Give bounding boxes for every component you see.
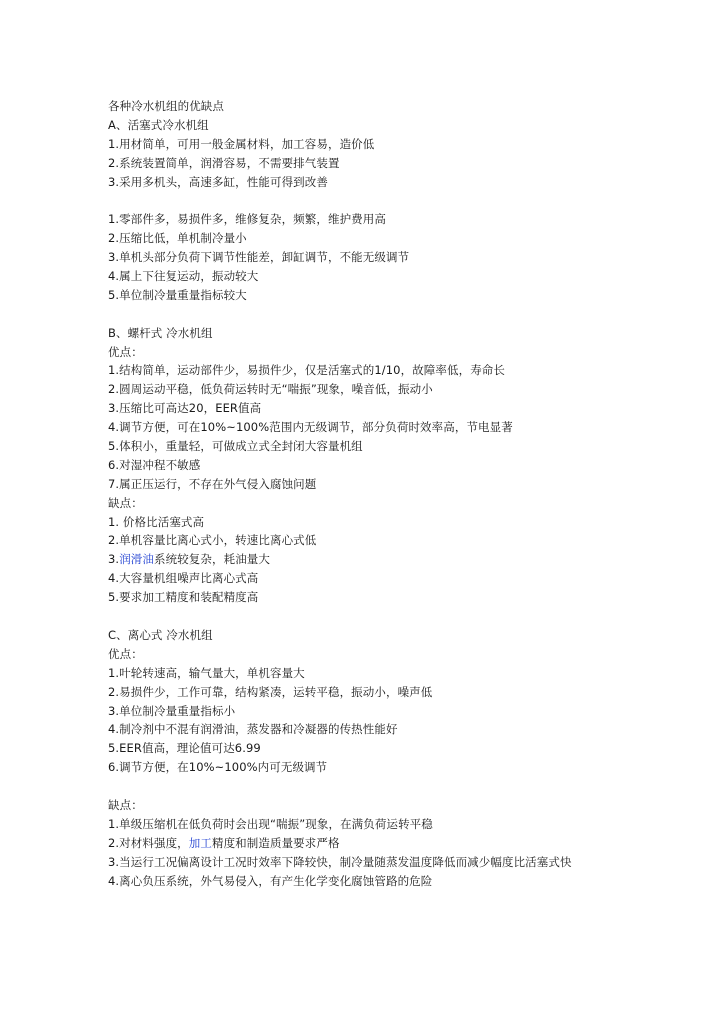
section-b-pros-label: 优点： <box>108 344 143 359</box>
section-b-pro-7: 7.属正压运行，不存在外气侵入腐蚀问题 <box>108 476 317 491</box>
section-a-heading: A、活塞式冷水机组 <box>108 117 209 132</box>
section-b-pro-2: 2.圆周运动平稳，低负荷运转时无“喘振”现象，噪音低，振动小 <box>108 382 433 397</box>
section-a-pro-2: 2.系统装置简单，润滑容易，不需要排气装置 <box>108 155 340 170</box>
section-b-con-3-suffix: 系统较复杂，耗油量大 <box>154 552 270 567</box>
section-c-cons-label: 缺点： <box>108 797 143 812</box>
section-c-pro-2: 2.易损件少，工作可靠，结构紧凑，运转平稳，振动小，噪声低 <box>108 684 433 699</box>
lubricant-link[interactable]: 润滑油 <box>119 552 154 567</box>
section-c-con-2 <box>108 834 628 853</box>
section-c-pro-4: 4.制冷剂中不混有润滑油，蒸发器和冷凝器的传热性能好 <box>108 722 398 737</box>
section-b-pro-1: 1.结构简单，运动部件少，易损件少，仅是活塞式的1/10，故障率低，寿命长 <box>108 363 505 378</box>
section-c-pro-3: 3.单位制冷量重量指标小 <box>108 703 236 718</box>
section-a-pro-3: 3.采用多机头，高速多缸，性能可得到改善 <box>108 174 328 189</box>
section-b-pro-6: 6.对湿冲程不敏感 <box>108 457 201 472</box>
section-a-pro-1: 1.用材简单，可用一般金属材料，加工容易，造价低 <box>108 136 375 151</box>
section-a-con-4: 4.属上下往复运动，振动较大 <box>108 269 259 284</box>
section-b-con-1: 1. 价格比活塞式高 <box>108 514 205 529</box>
spacer <box>108 777 628 796</box>
spacer <box>108 607 628 626</box>
spacer <box>108 191 628 210</box>
section-b-con-4: 4.大容量机组噪声比离心式高 <box>108 571 259 586</box>
section-b-con-2: 2.单机容量比离心式小，转速比离心式低 <box>108 533 317 548</box>
machining-link[interactable]: 加工 <box>188 835 212 850</box>
section-c-con-3: 3.当运行工况偏离设计工况时效率下降较快，制冷量随蒸发温度降低而减少幅度比活塞式快 <box>108 854 572 869</box>
section-b-pro-5: 5.体积小，重量轻，可做成立式全封闭大容量机组 <box>108 439 363 454</box>
section-c-pro-5: 5.EER值高，理论值可达6.99 <box>108 741 261 756</box>
document-title: 各种冷水机组的优缺点 <box>108 99 224 113</box>
section-b-pro-3: 3.压缩比可高达20，EER值高 <box>108 401 262 416</box>
section-c-con-4: 4.离心负压系统，外气易侵入，有产生化学变化腐蚀管路的危险 <box>108 873 433 888</box>
section-a-con-1: 1.零部件多，易损件多，维修复杂，频繁，维护费用高 <box>108 212 386 227</box>
section-c-pros-label: 优点： <box>108 646 143 661</box>
section-c-pro-1: 1.叶轮转速高，输气量大，单机容量大 <box>108 665 305 680</box>
section-c-con-2-suffix: 精度和制造质量要求严格 <box>211 835 340 850</box>
section-b-heading: B、螺杆式 冷水机组 <box>108 325 213 340</box>
section-b-con-5: 5.要求加工精度和装配精度高 <box>108 590 259 605</box>
section-c-pro-6: 6.调节方便，在10%~100%内可无级调节 <box>108 760 328 775</box>
section-b-pro-4: 4.调节方便，可在10%~100%范围内无级调节，部分负荷时效率高，节电显著 <box>108 420 513 435</box>
section-b-cons-label: 缺点： <box>108 495 143 510</box>
section-c-heading: C、离心式 冷水机组 <box>108 627 213 642</box>
section-b-con-3-prefix: 3. <box>108 552 120 567</box>
document-body <box>108 97 628 890</box>
section-a-con-2: 2.压缩比低，单机制冷量小 <box>108 231 247 246</box>
section-a-con-5: 5.单位制冷量重量指标较大 <box>108 287 247 302</box>
section-a-con-3: 3.单机头部分负荷下调节性能差，卸缸调节，不能无级调节 <box>108 250 410 265</box>
section-b-con-3 <box>108 550 628 569</box>
section-c-con-1: 1.单级压缩机在低负荷时会出现“喘振”现象，在满负荷运转平稳 <box>108 816 433 831</box>
section-c-con-2-prefix: 2.对材料强度， <box>108 835 189 850</box>
spacer <box>108 305 628 324</box>
